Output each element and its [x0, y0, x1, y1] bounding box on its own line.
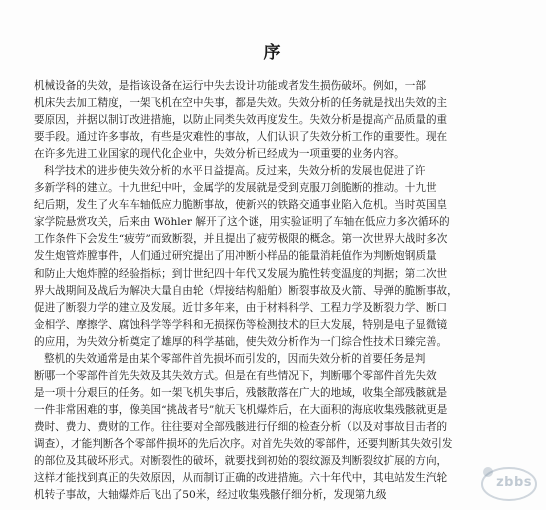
- text-line: 促进了断裂力学的建立及发展。近廿多年来，由于材料科学、工程力学及断裂力学、断口: [34, 301, 448, 314]
- text-line: 整机的失效通常是由某个零部件首先损坏而引发的，因而失效分析的首要任务是判: [44, 352, 426, 365]
- text-line: 断哪一个零部件首先失效及其失效方式。但是在有些情况下，判断哪个零部件首先失效: [34, 369, 437, 382]
- text-line: 要原因，并据以制订改进措施，以防止同类失效再度发生。失效分析是提高产品质量的重: [34, 114, 448, 127]
- text-line: 金相学、摩擦学、腐蚀科学等学科和无损探伤等检测技术的巨大发展，特别是电子显微镜: [34, 318, 448, 331]
- text-line: 一件非常困难的事，像美国“挑战者号”航天飞机爆炸后，在大面积的海底收集残骸就更是: [34, 403, 448, 416]
- text-line: 界大战期间及战后为解决大量自由轮（焊接结构船舶）断裂事故及火箭、导弹的脆断事故，: [34, 284, 458, 297]
- text-line: 的应用，为失效分析奠定了雄厚的科学基础，使失效分析作为一门综合性技术日臻完善。: [34, 335, 448, 348]
- text-line: 这样才能找到真正的失效原因，从而制订正确的改进措施。六十年代中，其电站发生汽轮: [34, 472, 448, 485]
- text-line: 机床失去加工精度，一架飞机在空中失事，都是失效。失效分析的任务就是找出失效的主: [34, 97, 448, 110]
- text-line: 费时、费力、费财的工作。往往要对全部残骸进行仔细的检查分析（以及对事故目击者的: [34, 420, 448, 433]
- text-line: 调查），才能判断各个零部件损坏的先后次序。对首先失效的零部件，还要判断其失效引发: [34, 437, 453, 450]
- text-line: 机转子事故，大轴爆炸后飞出了50米，经过收集残骸仔细分析，发现第九级: [34, 489, 387, 502]
- text-line: 在许多先进工业国家的现代化企业中，失效分析已经成为一项重要的业务内容。: [34, 148, 405, 161]
- text-line: 机械设备的失效，是指该设备在运行中失去设计功能或者发生损伤破坏。例如，一部: [34, 80, 426, 92]
- text-line: 要手段。通过许多事故，有些是灾难性的事故，人们认识了失效分析工作的重要性。现在: [34, 131, 448, 144]
- page-title: 序: [263, 43, 283, 63]
- body-text: [34, 78, 516, 504]
- text-line: 纪后期，发生了火车车轴低应力脆断事故，使新兴的铁路交通事业陷入危机。当时英国皇: [34, 199, 448, 212]
- watermark-text: zbbs: [496, 475, 532, 490]
- text-line: 发生炮管炸膛事件，人们通过研究提出了用冲断小样品的能量消耗值作为判断炮钢质量: [34, 250, 437, 263]
- text-line: 的部位及其破坏形式。对断裂性的破坏，就要找到初始的裂纹源及判断裂纹扩展的方向，: [34, 455, 448, 468]
- text-line: 工作条件下会发生“疲劳”而致断裂，并且提出了疲劳极限的概念。第一次世界大战时多次: [34, 233, 448, 246]
- text-line: 和防止大炮炸膛的经验指标；到廿世纪四十年代又发展为脆性转变温度的判据；第二次世: [34, 267, 448, 280]
- text-line: 科学技术的进步使失效分析的水平日益提高。反过来，失效分析的发展也促进了许: [44, 165, 426, 178]
- text-line: 是一项十分艰巨的任务。如一架飞机失事后，残骸散落在广大的地域，收集全部残骸就是: [34, 386, 448, 399]
- text-line: 家学院悬赏攻关，后来由 Wöhler 解开了这个谜，用实验证明了车轴在低应力多次循环的: [34, 216, 450, 229]
- text-line: 多新学科的建立。十九世纪中叶，金属学的发展就是受到克服刀剑脆断的推动。十九世: [34, 182, 437, 195]
